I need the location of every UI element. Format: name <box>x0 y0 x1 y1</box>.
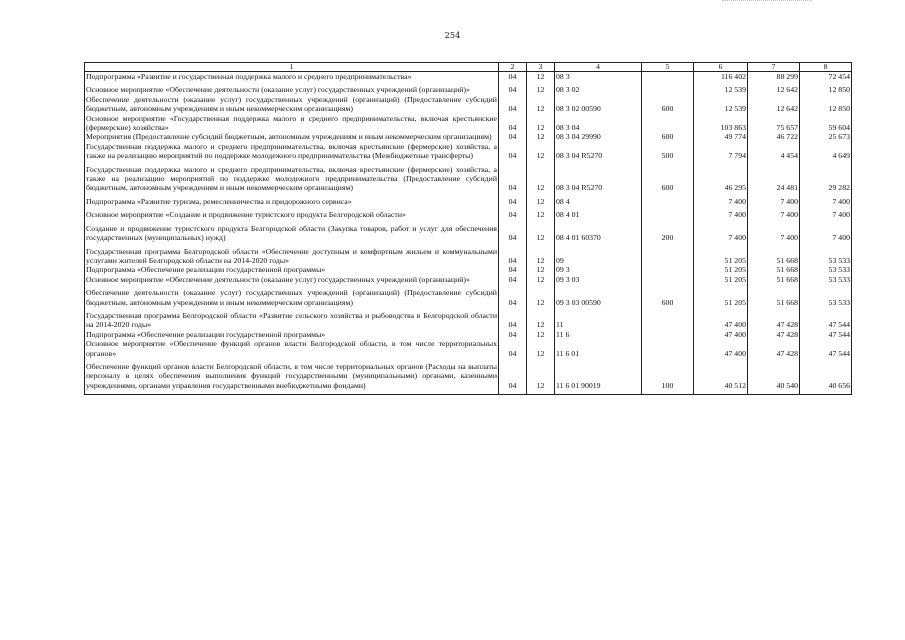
row-expense-type: 200 <box>642 224 694 247</box>
budget-table <box>84 62 852 395</box>
row-amount-year-3: 59 604 <box>800 114 852 133</box>
row-name: Подпрограмма «Обеспечение реализации государственной программы» <box>85 265 499 274</box>
row-amount-year-3: 25 673 <box>800 132 852 141</box>
row-target-article: 11 <box>555 311 642 330</box>
row-amount-year-2: 46 722 <box>748 132 800 141</box>
row-subsection-code: 12 <box>527 224 555 247</box>
row-subsection-code: 12 <box>527 275 555 288</box>
row-name: Основное мероприятие «Обеспечение деятельности (оказание услуг) государственных учреждений (организаций)» <box>85 275 499 288</box>
row-name: Основное мероприятие «Обеспечение деятельности (оказание услуг) государственных учреждений (организаций)» <box>85 85 499 94</box>
row-amount-year-3: 12 850 <box>800 95 852 114</box>
row-name: Обеспечение деятельности (оказание услуг) государственных учреждений (организаций) (Предоставление субсидий бюджетным, автономным учреждениям и иным некоммерческим организациям) <box>85 288 499 311</box>
row-amount-year-1: 12 539 <box>694 85 748 94</box>
row-target-article: 11 6 <box>555 330 642 339</box>
row-name: Обеспечение функций органов власти Белгородской области, в том числе территориальных органов (Расходы на выплаты персоналу в целях обеспечения выполнения функций государственными (муниципальными) органами, казенными учреждениями, органами управления государственными внебюджетными фондами) <box>85 362 499 395</box>
row-subsection-code: 12 <box>527 197 555 210</box>
row-target-article: 08 3 02 00590 <box>555 95 642 114</box>
row-subsection-code: 12 <box>527 95 555 114</box>
row-expense-type <box>642 72 694 86</box>
row-section-code: 04 <box>499 95 527 114</box>
row-subsection-code: 12 <box>527 247 555 266</box>
row-name: Подпрограмма «Развитие и государственная поддержка малого и среднего предпринимательства» <box>85 72 499 86</box>
row-subsection-code: 12 <box>527 114 555 133</box>
row-expense-type <box>642 311 694 330</box>
column-header-6: 6 <box>694 63 748 72</box>
row-expense-type <box>642 210 694 223</box>
row-name: Государственная поддержка малого и среднего предпринимательства, включая крестьянские (фермерские) хозяйства, а также на реализацию мероприятий по поддержке молодежного предпринимательства (Межбюджетные трансферты) <box>85 142 499 165</box>
row-subsection-code: 12 <box>527 210 555 223</box>
row-amount-year-1: 47 400 <box>694 311 748 330</box>
row-expense-type: 600 <box>642 132 694 141</box>
row-amount-year-3: 53 533 <box>800 288 852 311</box>
table-row <box>85 72 852 86</box>
row-amount-year-2: 40 540 <box>748 362 800 395</box>
row-amount-year-1: 51 205 <box>694 247 748 266</box>
column-header-2: 2 <box>499 63 527 72</box>
table-row <box>85 330 852 339</box>
row-amount-year-1: 7 400 <box>694 210 748 223</box>
row-target-article: 08 4 <box>555 197 642 210</box>
row-section-code: 04 <box>499 165 527 197</box>
row-expense-type: 100 <box>642 362 694 395</box>
row-name: Основное мероприятие «Создание и продвижение туристского продукта Белгородской области» <box>85 210 499 223</box>
row-amount-year-3: 40 656 <box>800 362 852 395</box>
row-amount-year-2: 7 400 <box>748 197 800 210</box>
row-expense-type <box>642 275 694 288</box>
row-amount-year-1: 103 863 <box>694 114 748 133</box>
row-section-code: 04 <box>499 330 527 339</box>
row-expense-type <box>642 85 694 94</box>
row-subsection-code: 12 <box>527 142 555 165</box>
row-section-code: 04 <box>499 311 527 330</box>
table-row <box>85 288 852 311</box>
row-subsection-code: 12 <box>527 362 555 395</box>
row-section-code: 04 <box>499 362 527 395</box>
row-amount-year-1: 47 400 <box>694 339 748 362</box>
table-row <box>85 197 852 210</box>
row-section-code: 04 <box>499 339 527 362</box>
table-row <box>85 265 852 274</box>
row-target-article: 09 3 <box>555 265 642 274</box>
row-expense-type <box>642 330 694 339</box>
row-amount-year-1: 7 400 <box>694 197 748 210</box>
row-amount-year-1: 116 402 <box>694 72 748 86</box>
column-header-7: 7 <box>748 63 800 72</box>
row-amount-year-3: 53 533 <box>800 247 852 266</box>
row-amount-year-3: 72 454 <box>800 72 852 86</box>
row-amount-year-2: 88 299 <box>748 72 800 86</box>
table-row <box>85 275 852 288</box>
column-header-1: 1 <box>85 63 499 72</box>
row-section-code: 04 <box>499 142 527 165</box>
row-subsection-code: 12 <box>527 288 555 311</box>
row-name: Основное мероприятие «Государственная поддержка малого и среднего предпринимательства, включая крестьянские (фермерские) хозяйства» <box>86 113 497 133</box>
row-amount-year-3: 47 544 <box>800 330 852 339</box>
row-name: Государственная поддержка малого и среднего предпринимательства, включая крестьянские (фермерские) хозяйства, а также на реализацию мероприятий по поддержке молодежного предпринимательства (Предоставление субсидий бюджетным, автономным учреждениям и иным некоммерческим организациям) <box>85 165 499 197</box>
row-amount-year-1: 40 512 <box>694 362 748 395</box>
table-row <box>85 210 852 223</box>
row-expense-type: 600 <box>642 95 694 114</box>
row-amount-year-1: 51 205 <box>694 288 748 311</box>
row-subsection-code: 12 <box>527 85 555 94</box>
row-amount-year-2: 4 454 <box>748 142 800 165</box>
row-name: Обеспечение деятельности (оказание услуг) государственных учреждений (организаций) (Предоставление субсидий бюджетным, автономным учреждениям и иным некоммерческим организациям) <box>86 94 497 114</box>
row-subsection-code: 12 <box>527 311 555 330</box>
row-target-article: 08 3 04 <box>555 114 642 133</box>
row-name: Государственная программа Белгородской области «Обеспечение доступным и комфортным жильем и коммунальными услугами жителей Белгородской области на 2014-2020 годы» <box>86 246 497 265</box>
row-target-article: 09 3 03 00590 <box>555 288 642 311</box>
row-target-article: 08 4 01 60370 <box>555 224 642 247</box>
row-section-code: 04 <box>499 224 527 247</box>
row-amount-year-2: 7 400 <box>748 210 800 223</box>
table-row <box>85 132 852 141</box>
row-amount-year-3: 29 282 <box>800 165 852 197</box>
row-subsection-code: 12 <box>527 265 555 274</box>
row-amount-year-1: 12 539 <box>694 95 748 114</box>
row-amount-year-2: 47 428 <box>748 311 800 330</box>
row-amount-year-1: 51 205 <box>694 275 748 288</box>
row-section-code: 04 <box>499 265 527 274</box>
row-target-article: 09 3 03 <box>555 275 642 288</box>
page-number: 254 <box>444 31 461 40</box>
row-name: Создание и продвижение туристского продукта Белгородской области (Закупка товаров, работ и услуг для обеспечения государственных (муниципальных) нужд) <box>85 224 499 247</box>
column-header-4: 4 <box>555 63 642 72</box>
table-row <box>85 224 852 247</box>
row-name: Государственная программа Белгородской области «Развитие сельского хозяйства и рыбоводства в Белгородской области на 2014-2020 годы» <box>86 310 497 330</box>
row-amount-year-2: 24 481 <box>748 165 800 197</box>
row-name: Мероприятия (Предоставление субсидий бюджетным, автономным учреждениям и иным некоммерческим организациям) <box>85 132 499 141</box>
row-target-article: 08 4 01 <box>555 210 642 223</box>
row-expense-type <box>642 339 694 362</box>
row-target-article: 08 3 04 29990 <box>555 132 642 141</box>
row-amount-year-3: 53 533 <box>800 265 852 274</box>
table-row <box>85 339 852 362</box>
row-amount-year-2: 7 400 <box>748 224 800 247</box>
row-target-article: 08 3 02 <box>555 85 642 94</box>
row-amount-year-1: 7 400 <box>694 224 748 247</box>
table-body <box>85 72 852 395</box>
row-amount-year-3: 53 533 <box>800 275 852 288</box>
row-amount-year-1: 49 774 <box>694 132 748 141</box>
row-target-article: 09 <box>555 247 642 266</box>
row-name: Подпрограмма «Развитие туризма, ремесленничества и придорожного сервиса» <box>85 197 499 210</box>
row-amount-year-2: 12 642 <box>748 85 800 94</box>
row-section-code: 04 <box>499 210 527 223</box>
row-expense-type: 600 <box>642 165 694 197</box>
row-name: Подпрограмма «Обеспечение реализации государственной программы» <box>85 330 499 339</box>
row-subsection-code: 12 <box>527 330 555 339</box>
table-row <box>85 165 852 197</box>
row-target-article: 08 3 <box>555 72 642 86</box>
row-expense-type <box>642 197 694 210</box>
column-header-8: 8 <box>800 63 852 72</box>
row-section-code: 04 <box>499 275 527 288</box>
row-target-article: 08 3 04 R5270 <box>555 142 642 165</box>
row-section-code: 04 <box>499 85 527 94</box>
row-expense-type: 600 <box>642 288 694 311</box>
table-header <box>85 63 852 72</box>
table-row <box>85 362 852 395</box>
row-amount-year-1: 46 295 <box>694 165 748 197</box>
scan-edge-mark <box>722 0 812 3</box>
row-amount-year-3: 47 544 <box>800 339 852 362</box>
row-amount-year-3: 47 544 <box>800 311 852 330</box>
row-target-article: 11 6 01 <box>555 339 642 362</box>
column-header-5: 5 <box>642 63 694 72</box>
row-section-code: 04 <box>499 114 527 133</box>
row-expense-type <box>642 114 694 133</box>
row-target-article: 11 6 01 90019 <box>555 362 642 395</box>
row-expense-type <box>642 265 694 274</box>
row-amount-year-3: 4 649 <box>800 142 852 165</box>
row-section-code: 04 <box>499 247 527 266</box>
table-row <box>85 85 852 94</box>
row-amount-year-2: 51 668 <box>748 265 800 274</box>
table-row <box>85 95 852 114</box>
row-section-code: 04 <box>499 132 527 141</box>
row-target-article: 08 3 04 R5270 <box>555 165 642 197</box>
row-section-code: 04 <box>499 72 527 86</box>
table-row <box>85 247 852 266</box>
table-row <box>85 114 852 133</box>
row-amount-year-1: 7 794 <box>694 142 748 165</box>
row-amount-year-1: 51 205 <box>694 265 748 274</box>
row-amount-year-2: 12 642 <box>748 95 800 114</box>
table-row <box>85 142 852 165</box>
row-subsection-code: 12 <box>527 165 555 197</box>
column-header-3: 3 <box>527 63 555 72</box>
row-subsection-code: 12 <box>527 339 555 362</box>
row-amount-year-1: 47 400 <box>694 330 748 339</box>
row-amount-year-3: 7 400 <box>800 197 852 210</box>
table-row <box>85 311 852 330</box>
row-expense-type <box>642 247 694 266</box>
row-subsection-code: 12 <box>527 72 555 86</box>
row-name: Основное мероприятие «Обеспечение функций органов власти Белгородской области, в том числе территориальных органов» <box>85 339 499 362</box>
row-amount-year-2: 47 428 <box>748 339 800 362</box>
row-subsection-code: 12 <box>527 132 555 141</box>
row-section-code: 04 <box>499 197 527 210</box>
row-amount-year-2: 47 428 <box>748 330 800 339</box>
row-amount-year-2: 51 668 <box>748 247 800 266</box>
row-section-code: 04 <box>499 288 527 311</box>
row-amount-year-3: 7 400 <box>800 224 852 247</box>
row-amount-year-3: 7 400 <box>800 210 852 223</box>
row-amount-year-3: 12 850 <box>800 85 852 94</box>
row-amount-year-2: 51 668 <box>748 288 800 311</box>
row-expense-type: 500 <box>642 142 694 165</box>
row-amount-year-2: 75 657 <box>748 114 800 133</box>
row-amount-year-2: 51 668 <box>748 275 800 288</box>
